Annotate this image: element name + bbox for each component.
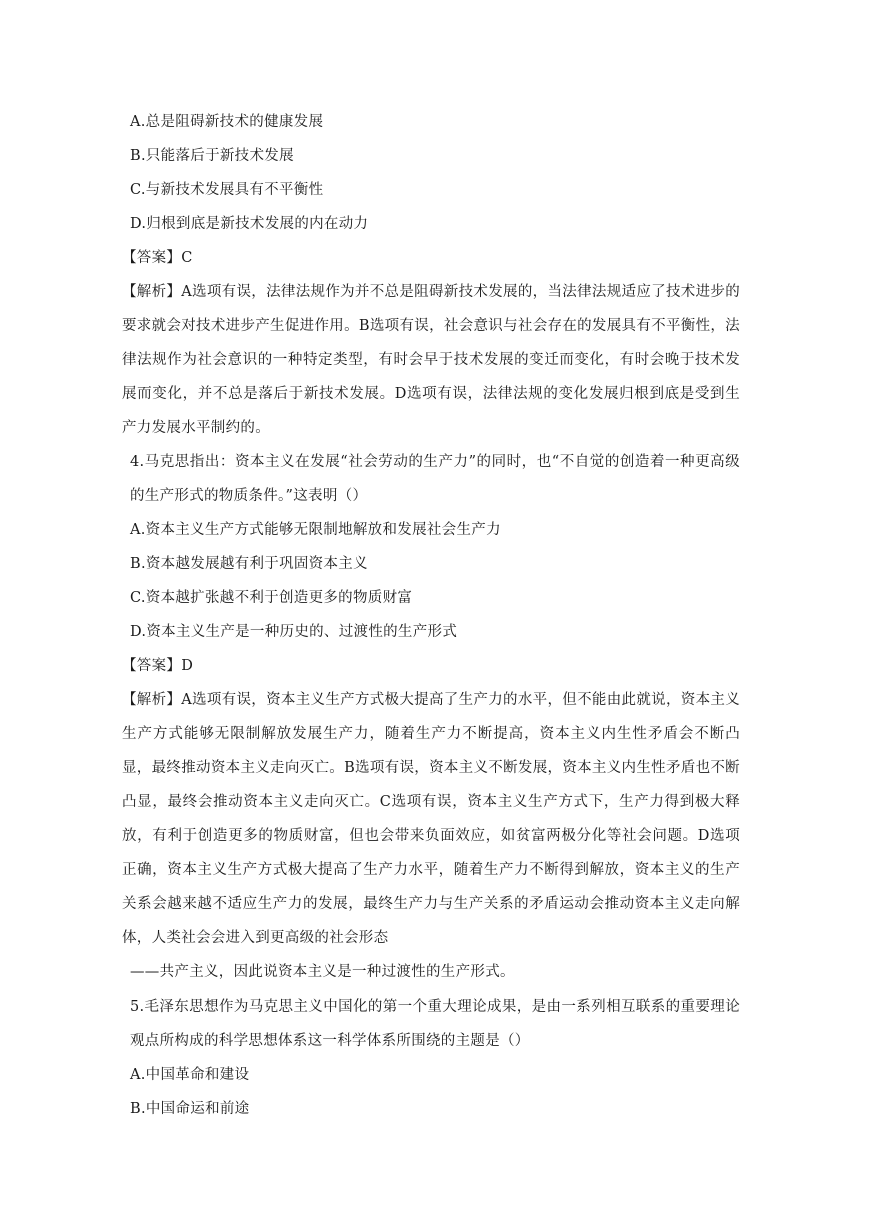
- analysis-paragraph: 【解析】A选项有误，法律法规作为并不总是阻碍新技术发展的，当法律法规适应了技术进步的要求就会对技术进步产生促进作用。B选项有误，社会意识与社会存在的发展具有不平衡性，法律法规作为社会意识的一种特定类型，有时会早于技术发展的变迁而变化，有时会晚于技术发展而变化，并不总是落后于新技术发展。D选项有误，法律法规的变化发展归根到底是受到生产力发展水平制约的。: [122, 284, 740, 436]
- option-d: D.资本主义生产是一种历史的、过渡性的生产形式: [130, 624, 458, 640]
- question-stem: 4.马克思指出：资本主义在发展“社会劳动的生产力”的同时，也“不自觉的创造着一种更高级的生产形式的物质条件。”这表明（）: [130, 454, 740, 504]
- option-b: B.资本越发展越有利于巩固资本主义: [130, 556, 368, 572]
- answer-label: 【答案】C: [122, 250, 193, 266]
- question-4-block: [122, 445, 740, 989]
- option-a: A.资本主义生产方式能够无限制地解放和发展社会生产力: [130, 522, 501, 538]
- answer-label: 【答案】D: [122, 658, 194, 674]
- question-stem: 5.毛泽东思想作为马克思主义中国化的第一个重大理论成果，是由一系列相互联系的重要理论观点所构成的科学思想体系这一科学体系所围绕的主题是（）: [130, 999, 740, 1049]
- option-d: D.归根到底是新技术发展的内在动力: [130, 216, 369, 232]
- analysis-paragraph: 【解析】A选项有误，资本主义生产方式极大提高了生产力的水平，但不能由此就说，资本主义生产方式能够无限制解放发展生产力，随着生产力不断提高，资本主义内生性矛盾会不断凸显，最终推动资本主义走向灭亡。B选项有误，资本主义不断发展，资本主义内生性矛盾也不断凸显，最终会推动资本主义走向灭亡。C选项有误，资本主义生产方式下，生产力得到极大释放，有利于创造更多的物质财富，但也会带来负面效应，如贫富两极分化等社会问题。D选项正确，资本主义生产方式极大提高了生产力水平，随着生产力不断得到解放，资本主义的生产关系会越来越不适应生产力的发展，最终生产力与生产关系的矛盾运动会推动资本主义走向解体，人类社会会进入到更高级的社会形态: [122, 692, 740, 946]
- option-a: A.总是阻碍新技术的健康发展: [130, 114, 324, 130]
- option-c: C.与新技术发展具有不平衡性: [130, 182, 324, 198]
- option-b: B.只能落后于新技术发展: [130, 148, 294, 164]
- analysis-continuation: ——共产主义，因此说资本主义是一种过渡性的生产形式。: [130, 964, 515, 980]
- option-c: C.资本越扩张越不利于创造更多的物质财富: [130, 590, 413, 606]
- question-3-block: [122, 105, 740, 445]
- option-a: A.中国革命和建设: [130, 1067, 250, 1083]
- option-b: B.中国命运和前途: [130, 1101, 250, 1117]
- question-5-block: [130, 990, 740, 1126]
